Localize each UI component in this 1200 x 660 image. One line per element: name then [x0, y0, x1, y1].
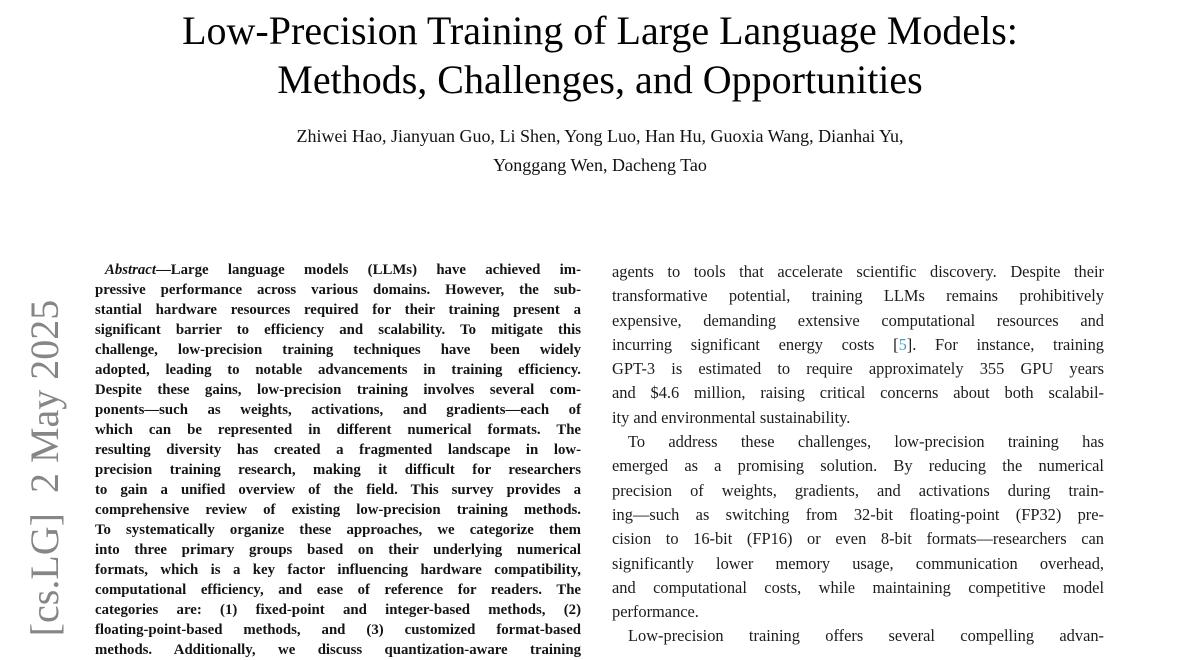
- text-line: categories are: (1) fixed-point and integer-based methods, (2): [95, 602, 581, 618]
- text-line: which can be represented in different numerical formats. The: [95, 422, 581, 438]
- body-paragraph-1: [612, 260, 1104, 430]
- text-line: and computational costs, while maintaining competitive model: [612, 577, 1104, 597]
- paper-title: [0, 6, 1200, 104]
- text-line: precision training research, making it difficult for researchers: [95, 462, 581, 478]
- text-line: GPT-3 is estimated to require approximately 355 GPU years: [612, 359, 1104, 379]
- citation-ref-5[interactable]: 5: [898, 334, 907, 354]
- paper-authors: [0, 122, 1200, 180]
- text-line: methods. Additionally, we discuss quantization-aware training: [95, 642, 581, 658]
- text-line: transformative potential, training LLMs remains prohibitively: [612, 286, 1104, 306]
- text-line: adopted, leading to notable advancements in training efficiency.: [95, 362, 581, 378]
- text-line: performance.: [612, 602, 699, 622]
- text-line: expensive, demanding extensive computational resources and: [612, 310, 1104, 330]
- text-line: significant barrier to efficiency and scalability. To mitigate this: [95, 322, 581, 338]
- authors-line-1: Zhiwei Hao, Jianyuan Guo, Li Shen, Yong Luo, Han Hu, Guoxia Wang, Dianhai Yu,: [296, 126, 904, 146]
- text-line: challenge, low-precision training techniques have been widely: [95, 342, 581, 358]
- text-line: pressive performance across various domains. However, the sub-: [95, 282, 581, 298]
- text-line: into three primary groups based on their underlying numerical: [95, 542, 581, 558]
- text-line: ing—such as switching from 32-bit floating-point (FP32) pre-: [612, 504, 1104, 524]
- text-line: agents to tools that accelerate scientific discovery. Despite their: [612, 262, 1104, 281]
- text-line: cision to 16-bit (FP16) or even 8-bit formats—researchers can: [612, 529, 1104, 549]
- text-line: ponents—such as weights, activations, and gradients—each of: [95, 402, 581, 418]
- text-line: significantly lower memory usage, communication overhead,: [612, 553, 1104, 573]
- text-line: incurring significant energy costs [5]. For instance, training: [612, 334, 1104, 354]
- abstract-lead: Abstract: [105, 262, 156, 278]
- text-line: floating-point-based methods, and (3) customized format-based: [95, 622, 581, 638]
- text-line: computational efficiency, and ease of reference for readers. The: [95, 582, 581, 598]
- body-paragraph-3: [612, 624, 1104, 648]
- body-paragraph-2: [612, 430, 1104, 624]
- text-line: and $4.6 million, raising critical concerns about both scalabil-: [612, 383, 1104, 403]
- text-line: resulting diversity has created a fragmented landscape in low-: [95, 442, 581, 458]
- text-line: stantial hardware resources required for their training present a: [95, 302, 581, 318]
- text-line: precision of weights, gradients, and activations during train-: [612, 480, 1104, 500]
- text-line: to gain a unified overview of the field. This survey provides a: [95, 482, 581, 498]
- title-line-2: Methods, Challenges, and Opportunities: [277, 57, 923, 102]
- abstract-paragraph: [95, 260, 581, 660]
- text-line: ity and environmental sustainability.: [612, 407, 851, 427]
- arxiv-watermark: [cs.LG] 2 May 2025: [22, 299, 67, 637]
- body-column: [612, 260, 1104, 648]
- text-line: To systematically organize these approaches, we categorize them: [95, 522, 581, 538]
- text-line: formats, which is a key factor influencing hardware compatibility,: [95, 562, 581, 578]
- text-line: comprehensive review of existing low-precision training methods.: [95, 502, 581, 518]
- title-line-1: Low-Precision Training of Large Language Models:: [182, 8, 1018, 53]
- authors-line-2: Yonggang Wen, Dacheng Tao: [493, 155, 707, 175]
- abstract-column: [95, 260, 581, 658]
- text-line: Low-precision training offers several compelling advan-: [628, 626, 1104, 646]
- text-line: Abstract—Large language models (LLMs) have achieved im-: [105, 262, 581, 278]
- text-line: Despite these gains, low-precision training involves several com-: [95, 382, 581, 398]
- text-line: To address these challenges, low-precision training has: [628, 432, 1104, 452]
- text-line: emerged as a promising solution. By reducing the numerical: [612, 456, 1104, 476]
